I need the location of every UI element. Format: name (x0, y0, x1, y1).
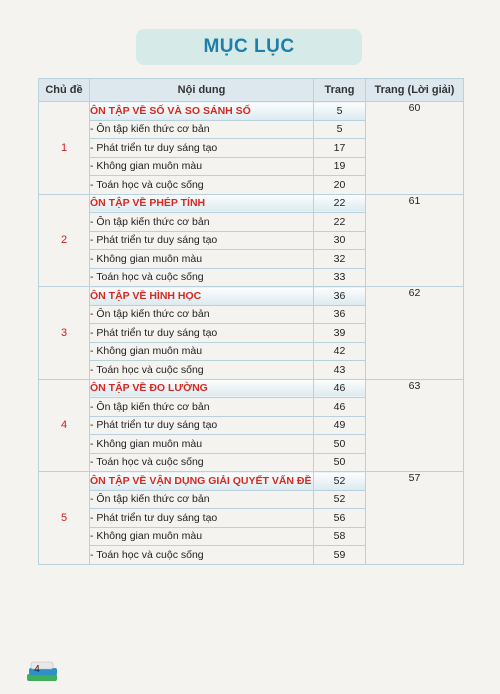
item-label[interactable]: - Không gian muôn màu (90, 342, 314, 361)
topic-number: 1 (39, 102, 90, 195)
section-page: 36 (314, 287, 366, 306)
item-label[interactable]: - Không gian muôn màu (90, 435, 314, 454)
section-page: 5 (314, 102, 366, 121)
item-label[interactable]: - Phát triển tư duy sáng tạo (90, 139, 314, 158)
item-page: 19 (314, 157, 366, 176)
item-page: 43 (314, 361, 366, 380)
topic-number: 5 (39, 472, 90, 565)
toc-body (39, 102, 464, 565)
section-page: 22 (314, 194, 366, 213)
item-page: 52 (314, 490, 366, 509)
item-label[interactable]: - Toán học và cuộc sống (90, 453, 314, 472)
header-topic: Chủ đề (39, 79, 90, 102)
item-page: 32 (314, 250, 366, 269)
item-label[interactable]: - Không gian muôn màu (90, 250, 314, 269)
item-label[interactable]: - Không gian muôn màu (90, 527, 314, 546)
item-page: 58 (314, 527, 366, 546)
item-label[interactable]: - Phát triển tư duy sáng tạo (90, 509, 314, 528)
section-title[interactable]: ÔN TẬP VỀ HÌNH HỌC (90, 287, 314, 306)
item-label[interactable]: - Toán học và cuộc sống (90, 268, 314, 287)
item-label[interactable]: - Toán học và cuộc sống (90, 361, 314, 380)
item-label[interactable]: - Phát triển tư duy sáng tạo (90, 324, 314, 343)
item-label[interactable]: - Ôn tập kiến thức cơ bản (90, 490, 314, 509)
item-page: 33 (314, 268, 366, 287)
item-label[interactable]: - Ôn tập kiến thức cơ bản (90, 398, 314, 417)
answer-page: 61 (366, 194, 464, 287)
section-row (39, 379, 464, 398)
item-page: 5 (314, 120, 366, 139)
item-label[interactable]: - Không gian muôn màu (90, 157, 314, 176)
topic-number: 3 (39, 287, 90, 380)
answer-page: 60 (366, 102, 464, 195)
section-row (39, 287, 464, 306)
toc-table (38, 78, 464, 565)
item-label[interactable]: - Ôn tập kiến thức cơ bản (90, 213, 314, 232)
section-title[interactable]: ÔN TẬP VỀ PHÉP TÍNH (90, 194, 314, 213)
header-answer-page: Trang (Lời giải) (366, 79, 464, 102)
header-row (39, 79, 464, 102)
section-title[interactable]: ÔN TẬP VỀ SỐ VÀ SO SÁNH SỐ (90, 102, 314, 121)
section-page: 52 (314, 472, 366, 491)
item-label[interactable]: - Phát triển tư duy sáng tạo (90, 416, 314, 435)
answer-page: 63 (366, 379, 464, 472)
item-page: 50 (314, 453, 366, 472)
item-page: 22 (314, 213, 366, 232)
item-page: 56 (314, 509, 366, 528)
item-label[interactable]: - Phát triển tư duy sáng tạo (90, 231, 314, 250)
item-label[interactable]: - Ôn tập kiến thức cơ bản (90, 120, 314, 139)
header-content: Nội dung (90, 79, 314, 102)
item-label[interactable]: - Toán học và cuộc sống (90, 546, 314, 565)
section-row (39, 102, 464, 121)
header-page: Trang (314, 79, 366, 102)
page-number: 4 (34, 664, 40, 675)
item-page: 20 (314, 176, 366, 195)
topic-number: 4 (39, 379, 90, 472)
item-page: 46 (314, 398, 366, 417)
section-row (39, 194, 464, 213)
page-title: MỤC LỤC (203, 36, 295, 57)
item-label[interactable]: - Ôn tập kiến thức cơ bản (90, 305, 314, 324)
answer-page: 62 (366, 287, 464, 380)
topic-number: 2 (39, 194, 90, 287)
item-page: 59 (314, 546, 366, 565)
title-banner (136, 29, 362, 65)
item-page: 39 (314, 324, 366, 343)
item-page: 49 (314, 416, 366, 435)
item-label[interactable]: - Toán học và cuộc sống (90, 176, 314, 195)
section-title[interactable]: ÔN TẬP VỀ VẬN DỤNG GIẢI QUYẾT VẤN ĐỀ (90, 472, 314, 491)
section-row (39, 472, 464, 491)
item-page: 30 (314, 231, 366, 250)
section-title[interactable]: ÔN TẬP VỀ ĐO LƯỜNG (90, 379, 314, 398)
section-page: 46 (314, 379, 366, 398)
item-page: 50 (314, 435, 366, 454)
item-page: 42 (314, 342, 366, 361)
item-page: 36 (314, 305, 366, 324)
answer-page: 57 (366, 472, 464, 565)
item-page: 17 (314, 139, 366, 158)
